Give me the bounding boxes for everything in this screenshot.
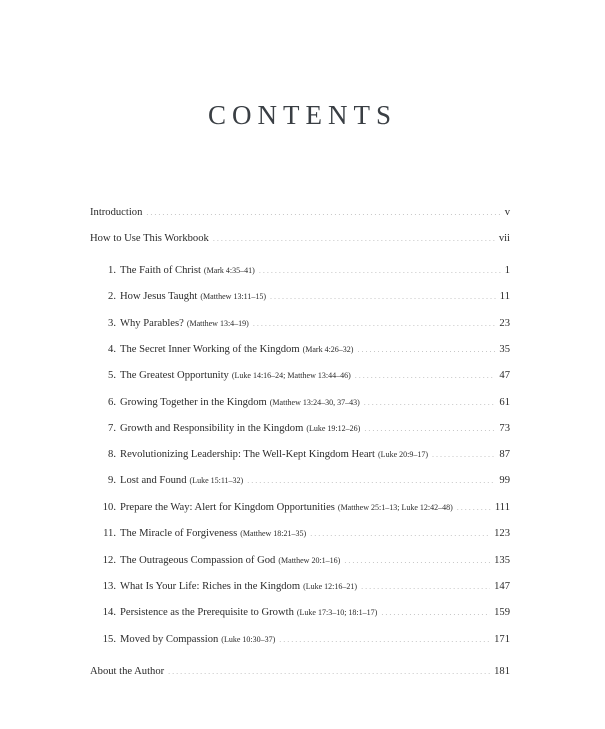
dot-leader	[355, 369, 496, 383]
chapter-number: 14.	[102, 607, 116, 618]
chapter-title: How Jesus Taught	[120, 291, 198, 302]
entry-page: 135	[494, 555, 510, 566]
toc-entry-chapter-10[interactable]	[90, 501, 510, 515]
chapter-title: The Secret Inner Working of the Kingdom	[120, 344, 300, 355]
chapter-number: 5.	[108, 370, 116, 381]
dot-leader	[247, 474, 495, 488]
entry-page: 11	[499, 291, 510, 302]
chapter-title: Growth and Responsibility in the Kingdom	[120, 423, 304, 434]
toc-entry-chapter-1[interactable]	[90, 264, 510, 278]
scripture-reference: (Mark 4:35–41)	[203, 266, 255, 275]
chapter-title: Revolutionizing Leadership: The Well-Kept Kingdom Heart	[120, 449, 376, 460]
entry-title: About the Author	[90, 666, 165, 677]
entry-page: 73	[499, 423, 510, 434]
scripture-reference: (Luke 15:11–32)	[189, 476, 244, 485]
toc-entry-chapter-14[interactable]	[90, 606, 510, 620]
entry-page: 47	[499, 370, 510, 381]
scripture-reference: (Matthew 13:4–19)	[186, 319, 249, 328]
entry-page: 159	[494, 607, 510, 618]
scripture-reference: (Luke 10:30–37)	[221, 635, 276, 644]
dot-leader	[259, 264, 501, 278]
entry-page: 35	[499, 344, 510, 355]
chapter-title: The Greatest Opportunity	[120, 370, 229, 381]
page-title: CONTENTS	[208, 100, 397, 130]
dot-leader	[270, 290, 496, 304]
scripture-reference: (Luke 12:16–21)	[303, 582, 358, 591]
chapter-title: Persistence as the Prerequisite to Growth	[120, 607, 294, 618]
entry-page: 1	[504, 265, 510, 276]
chapter-title: What Is Your Life: Riches in the Kingdom	[120, 581, 301, 592]
toc-entry-chapter-8[interactable]	[90, 448, 510, 462]
entry-page: 111	[494, 502, 510, 513]
chapter-title: Why Parables?	[120, 318, 184, 329]
toc-entry-chapter-5[interactable]	[90, 369, 510, 383]
entry-page: 147	[494, 581, 510, 592]
entry-page: 123	[494, 528, 510, 539]
dot-leader	[381, 606, 490, 620]
toc-entry-chapter-3[interactable]	[90, 317, 510, 331]
chapter-number: 13.	[102, 581, 116, 592]
entry-page: 171	[494, 634, 510, 645]
chapter-number: 6.	[108, 397, 116, 408]
scripture-reference: (Matthew 13:11–15)	[200, 292, 267, 301]
scripture-reference: (Matthew 13:24–30, 37–43)	[269, 398, 360, 407]
scripture-reference: (Matthew 20:1–16)	[278, 556, 341, 565]
toc-entry-chapter-6[interactable]	[90, 396, 510, 410]
dot-leader	[168, 665, 490, 679]
chapter-number: 10.	[102, 502, 116, 513]
chapter-title: Moved by Compassion	[120, 634, 219, 645]
scripture-reference: (Matthew 18:21–35)	[240, 529, 307, 538]
toc-entry-chapter-4[interactable]	[90, 343, 510, 357]
chapter-title: The Miracle of Forgiveness	[120, 528, 238, 539]
scripture-reference: (Luke 20:9–17)	[378, 450, 429, 459]
dot-leader	[213, 232, 495, 246]
chapter-number: 4.	[108, 344, 116, 355]
toc-entry-about-author[interactable]	[90, 665, 510, 679]
toc-entry-chapter-2[interactable]	[90, 290, 510, 304]
dot-leader	[457, 501, 491, 515]
entry-title: How to Use This Workbook	[90, 233, 209, 244]
chapter-number: 8.	[108, 449, 116, 460]
toc-entry-chapter-11[interactable]	[90, 527, 510, 541]
scripture-reference: (Luke 14:16–24; Matthew 13:44–46)	[231, 371, 351, 380]
chapter-number: 7.	[108, 423, 116, 434]
chapter-title: Growing Together in the Kingdom	[120, 397, 267, 408]
chapter-number: 15.	[102, 634, 116, 645]
chapter-number: 1.	[108, 265, 116, 276]
toc-entry-chapter-7[interactable]	[90, 422, 510, 436]
entry-page: v	[504, 207, 510, 218]
entry-page: 23	[499, 318, 510, 329]
chapter-number: 2.	[108, 291, 116, 302]
toc-entry-introduction[interactable]	[90, 206, 510, 220]
entry-page: 87	[499, 449, 510, 460]
chapter-title: The Outrageous Compassion of God	[120, 555, 276, 566]
entry-page: 181	[494, 666, 510, 677]
dot-leader	[146, 206, 500, 220]
toc-entry-how-to-use[interactable]	[90, 232, 510, 246]
scripture-reference: (Mark 4:26–32)	[302, 345, 354, 354]
toc-entry-chapter-9[interactable]	[90, 474, 510, 488]
dot-leader	[364, 422, 495, 436]
toc-entry-chapter-12[interactable]	[90, 554, 510, 568]
chapter-number: 12.	[102, 555, 116, 566]
scripture-reference: (Matthew 25:1–13; Luke 12:42–48)	[337, 503, 453, 512]
chapter-title: Prepare the Way: Alert for Kingdom Opportunities	[120, 502, 335, 513]
chapter-title: The Faith of Christ	[120, 265, 201, 276]
dot-leader	[279, 633, 490, 647]
dot-leader	[361, 580, 490, 594]
chapter-number: 9.	[108, 475, 116, 486]
entry-title: Introduction	[90, 207, 143, 218]
chapter-number: 3.	[108, 318, 116, 329]
dot-leader	[310, 527, 490, 541]
dot-leader	[364, 396, 496, 410]
chapter-number: 11.	[103, 528, 116, 539]
scripture-reference: (Luke 19:12–26)	[306, 424, 361, 433]
dot-leader	[357, 343, 495, 357]
entry-page: 99	[499, 475, 510, 486]
toc-entry-chapter-13[interactable]	[90, 580, 510, 594]
dot-leader	[432, 448, 495, 462]
scripture-reference: (Luke 17:3–10; 18:1–17)	[296, 608, 378, 617]
toc-entry-chapter-15[interactable]	[90, 633, 510, 647]
entry-page: 61	[499, 397, 510, 408]
entry-page: vii	[498, 233, 510, 244]
dot-leader	[253, 317, 496, 331]
chapter-title: Lost and Found	[120, 475, 187, 486]
dot-leader	[344, 554, 490, 568]
